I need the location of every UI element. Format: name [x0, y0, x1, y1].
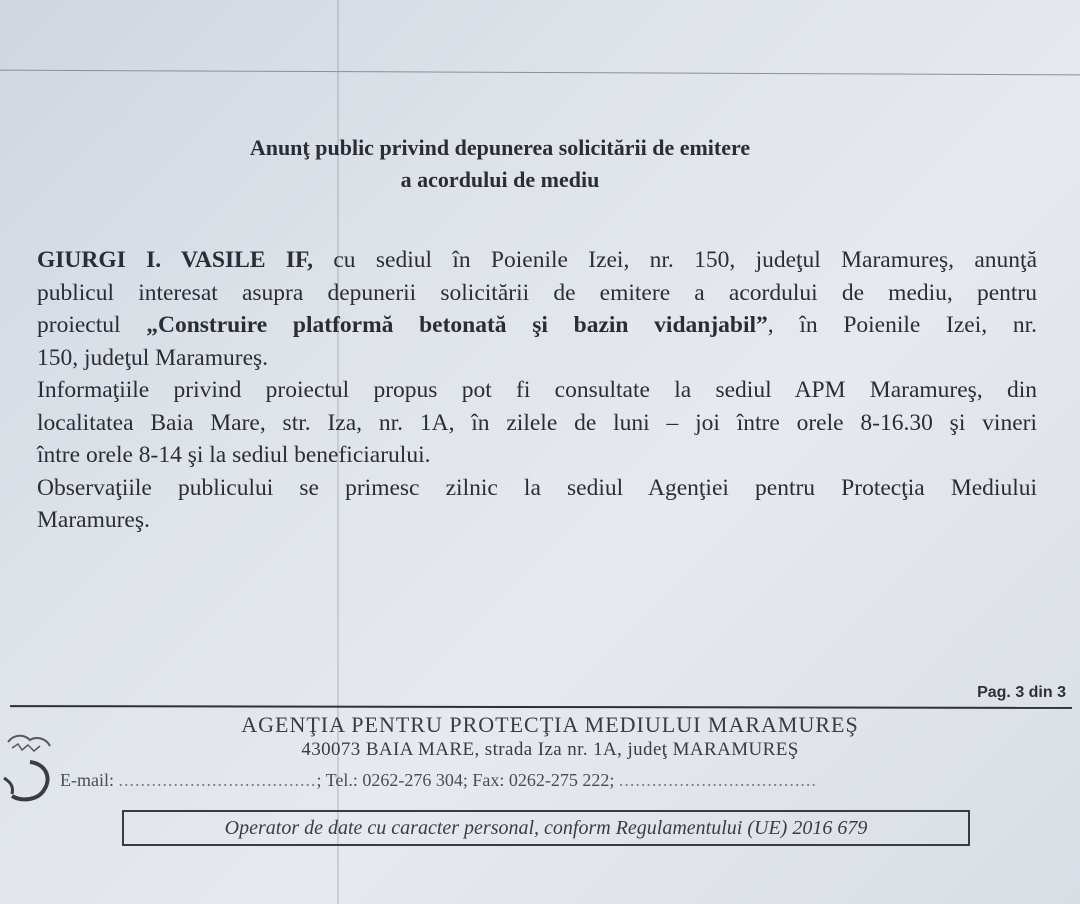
body-line: Informaţiile privind proiectul propus pot fi consultate la sediul APM Maramureş, din: [37, 377, 1037, 403]
email-value: ....................................: [118, 770, 317, 790]
body-line: publicul interesat asupra depunerii solicitării de emitere a acordului de mediu, pentru: [37, 279, 1037, 306]
project-name: „Construire platformă betonată şi bazin vidanjabil”: [146, 312, 768, 338]
email-label: E-mail:: [60, 770, 114, 790]
agency-name: AGENŢIA PENTRU PROTECŢIA MEDIULUI MARAMUREŞ: [241, 712, 859, 737]
company-name: GIURGI I. VASILE IF,: [37, 247, 314, 273]
top-divider: [0, 70, 1080, 76]
body-line: proiectul „Construire platformă betonată şi bazin vidanjabil”, în Poienile Izei, nr.: [37, 312, 1037, 338]
body-line: între orele 8-14 şi la sediul beneficiarului.: [37, 442, 431, 468]
operator-notice: Operator de date cu caracter personal, conform Regulamentului (UE) 2016 679: [224, 816, 868, 839]
announcement-body: [37, 244, 1037, 537]
title-line-2: a acordului de mediu: [400, 167, 600, 192]
agency-address: 430073 BAIA MARE, strada Iza nr. 1A, judeţ MARAMUREŞ: [301, 739, 799, 760]
body-line: Observaţiile publicului se primesc zilnic la sediul Agenţiei pentru Protecţia Mediului: [37, 474, 1037, 501]
body-line: localitatea Baia Mare, str. Iza, nr. 1A, în zilele de luni – joi între orele 8-16.30 şi vineri: [37, 409, 1037, 436]
title-line-1: Anunţ public privind depunerea solicitării de emitere: [249, 135, 751, 160]
phone-fax: ; Tel.: 0262-276 304; Fax: 0262-275 222;: [316, 770, 615, 790]
body-line: 150, judeţul Maramureş.: [37, 344, 269, 371]
operator-notice-box: [122, 810, 970, 846]
contact-line: [60, 770, 1030, 791]
footer-divider: [10, 705, 1072, 709]
announcement-title: [0, 132, 1000, 196]
body-line: GIURGI I. VASILE IF, cu sediul în Poienile Izei, nr. 150, judeţul Maramureş, anunţă: [37, 247, 1037, 273]
page-number: Pag. 3 din 3: [977, 684, 1066, 701]
apm-logo-icon: [0, 728, 70, 806]
body-line: Maramureş.: [37, 507, 150, 533]
web-value: ....................................: [618, 770, 817, 790]
